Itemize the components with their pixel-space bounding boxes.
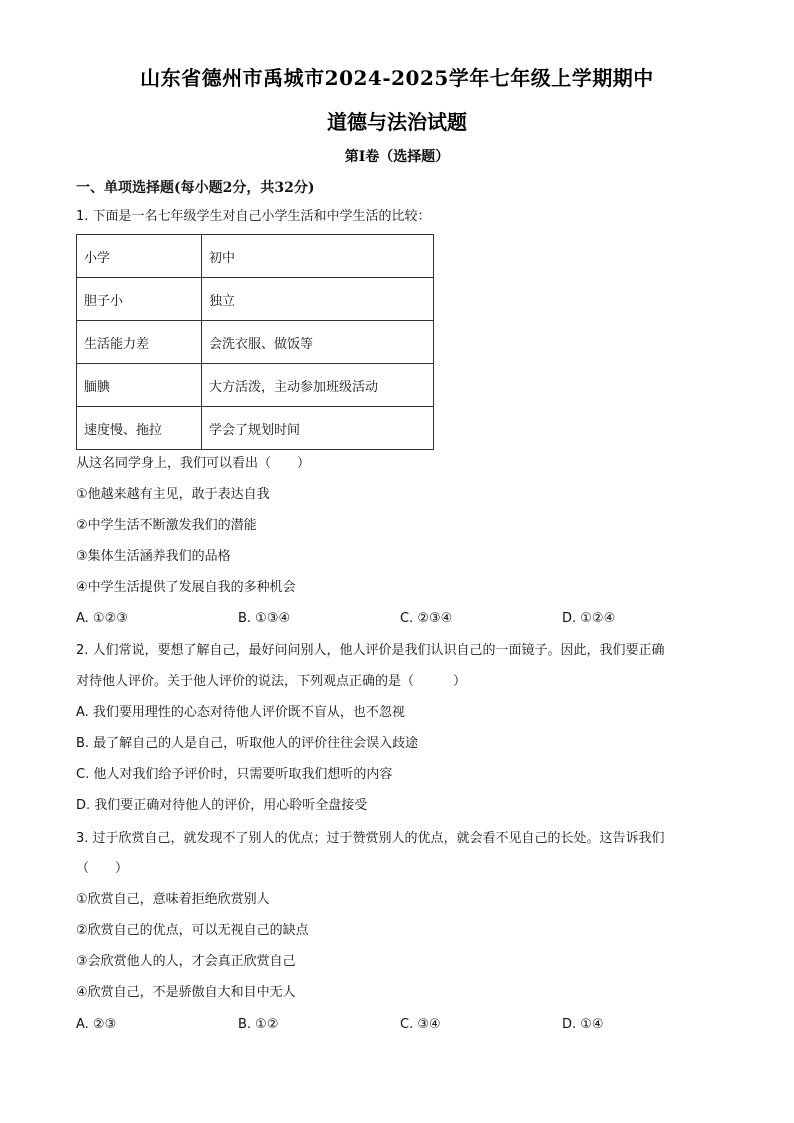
- q1-question: 从这名同学身上，我们可以看出（ ）: [76, 456, 311, 471]
- table-cell: 速度慢、拖拉: [77, 407, 202, 450]
- q3-option-a: A. ②③: [76, 1017, 117, 1032]
- table-cell: 大方活泼，主动参加班级活动: [202, 364, 434, 407]
- table-row: [77, 407, 434, 450]
- table-cell: 小学: [77, 235, 202, 278]
- q2-option-a: A. 我们要用理性的心态对待他人评价既不盲从，也不忽视: [76, 705, 405, 720]
- exam-subject: 道德与法治试题: [327, 110, 467, 134]
- q3-item: ②欣赏自己的优点，可以无视自己的缺点: [76, 923, 309, 938]
- table-cell: 会洗衣服、做饭等: [202, 321, 434, 364]
- q1-item: ③集体生活涵养我们的品格: [76, 549, 231, 564]
- comparison-table: [76, 234, 434, 450]
- q1-option-c: C. ②③④: [400, 611, 453, 626]
- table-row: [77, 235, 434, 278]
- q3-stem-cont: （ ）: [76, 861, 129, 876]
- q1-item: ②中学生活不断激发我们的潜能: [76, 518, 257, 533]
- table-cell: 初中: [202, 235, 434, 278]
- table-row: [77, 278, 434, 321]
- table-cell: 胆子小: [77, 278, 202, 321]
- q2-stem: 2. 人们常说，要想了解自己，最好问问别人，他人评价是我们认识自己的一面镜子。因此，我们要正确: [76, 643, 665, 658]
- table-cell: 腼腆: [77, 364, 202, 407]
- table-row: [77, 364, 434, 407]
- q3-item: ③会欣赏他人的人，才会真正欣赏自己: [76, 954, 296, 969]
- exam-title: 山东省德州市禹城市2024-2025学年七年级上学期期中: [140, 66, 654, 90]
- q1-item: ①他越来越有主见，敢于表达自我: [76, 487, 270, 502]
- q3-option-b: B. ①②: [238, 1017, 279, 1032]
- q2-option-c: C. 他人对我们给予评价时，只需要听取我们想听的内容: [76, 767, 393, 782]
- q2-option-b: B. 最了解自己的人是自己，听取他人的评价往往会误入歧途: [76, 736, 419, 751]
- q1-stem: 1. 下面是一名七年级学生对自己小学生活和中学生活的比较：: [76, 209, 431, 224]
- section-heading: 一、单项选择题(每小题2分，共32分): [76, 180, 315, 196]
- q3-item: ①欣赏自己，意味着拒绝欣赏别人: [76, 892, 270, 907]
- q3-stem: 3. 过于欣赏自己，就发现不了别人的优点；过于赞赏别人的优点，就会看不见自己的长处。这告诉我们: [76, 831, 665, 846]
- volume-heading: 第Ⅰ卷（选择题）: [344, 149, 450, 165]
- table-cell: 生活能力差: [77, 321, 202, 364]
- q1-option-a: A. ①②③: [76, 611, 128, 626]
- q1-option-b: B. ①③④: [238, 611, 291, 626]
- q1-option-d: D. ①②④: [562, 611, 616, 626]
- q3-item: ④欣赏自己，不是骄傲自大和目中无人: [76, 985, 296, 1000]
- table-cell: 独立: [202, 278, 434, 321]
- q3-option-c: C. ③④: [400, 1017, 441, 1032]
- q1-item: ④中学生活提供了发展自我的多种机会: [76, 580, 296, 595]
- table-row: [77, 321, 434, 364]
- q2-stem-cont: 对待他人评价。关于他人评价的说法，下列观点正确的是（ ）: [76, 674, 467, 689]
- q3-option-d: D. ①④: [562, 1017, 604, 1032]
- table-cell: 学会了规划时间: [202, 407, 434, 450]
- q2-option-d: D. 我们要正确对待他人的评价，用心聆听全盘接受: [76, 798, 368, 813]
